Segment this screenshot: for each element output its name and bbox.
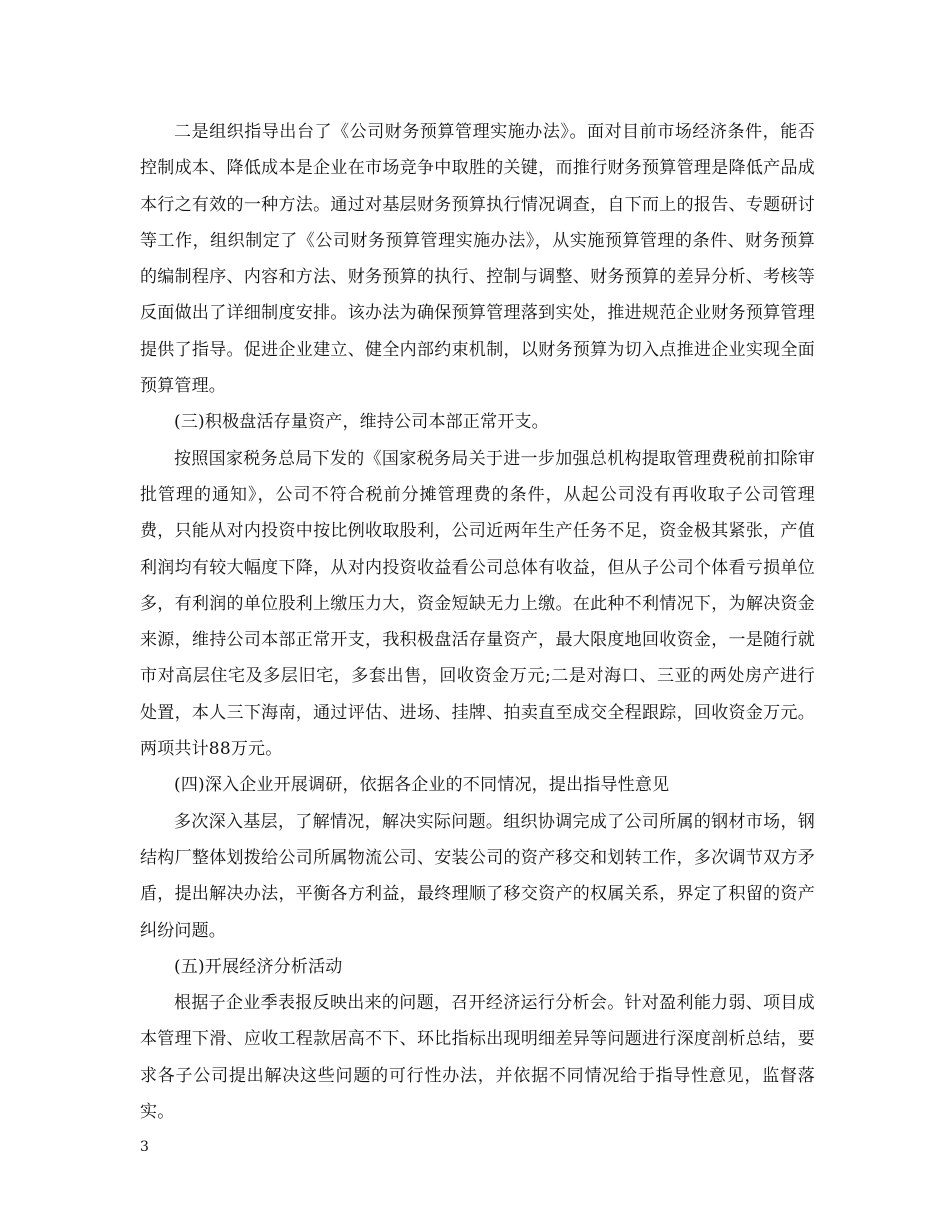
paragraph-asset-revitalization: 按照国家税务总局下发的《国家税务局关于进一步加强总机构提取管理费税前扣除审批管理的通知》，公司不符合税前分摊管理费的条件，从起公司没有再收取子公司管理费，只能从对内投资中按比例收取股利，公司近两年生产任务不足，资金极其紧张，产值利润均有较大幅度下降，从对内投资收益看公司总体有收益，但从子公司个体看亏损单位多，有利润的单位股利上缴压力大，资金短缺无力上缴。在此种不利情况下，为解决资金来源，维持公司本部正常开支，我积极盘活存量资产，最大限度地回收资金，一是随行就市对高层住宅及多层旧宅，多套出售，回收资金万元;二是对海口、三亚的两处房产进行处置，本人三下海南，通过评估、进场、挂牌、拍卖直至成交全程跟踪，回收资金万元。两项共计88万元。 xyxy=(140,448,815,760)
paragraph-budget-measures: 二是组织指导出台了《公司财务预算管理实施办法》。面对目前市场经济条件，能否控制成本、降低成本是企业在市场竞争中取胜的关键，而推行财务预算管理是降低产品成本行之有效的一种方法。通过对基层财务预算执行情况调查，自下而上的报告、专题研讨等工作，组织制定了《公司财务预算管理实施办法》，从实施预算管理的条件、财务预算的编制程序、内容和方法、财务预算的执行、控制与调整、财务预算的差异分析、考核等反面做出了详细制度安排。该办法为确保预算管理落到实处，推进规范企业财务预算管理提供了指导。促进企业建立、健全内部约束机制，以财务预算为切入点推进企业实现全面预算管理。 xyxy=(140,122,815,397)
document-body xyxy=(140,114,815,1130)
paragraph-economic-analysis: 根据子企业季表报反映出来的问题，召开经济运行分析会。针对盈利能力弱、项目成本管理下滑、应收工程款居高不下、环比指标出现明细差异等问题进行深度剖析总结，要求各子公司提出解决这些问题的可行性办法，并依据不同情况给于指导性意见，监督落实。 xyxy=(140,993,815,1123)
section-heading-5: (五)开展经济分析活动 xyxy=(174,956,343,977)
paragraph-field-research: 多次深入基层，了解情况，解决实际问题。组织协调完成了公司所属的钢材市场，钢结构厂整体划拨给公司所属物流公司、安装公司的资产移交和划转工作，多次调节双方矛盾，提出解决办法，平衡各方利益，最终理顺了移交资产的权属关系，界定了积留的资产纠纷问题。 xyxy=(140,811,815,941)
page-number: 3 xyxy=(140,1139,149,1155)
section-heading-4: (四)深入企业开展调研，依据各企业的不同情况，提出指导性意见 xyxy=(174,775,670,796)
section-heading-3: (三)积极盘活存量资产，维持公司本部正常开支。 xyxy=(174,412,549,433)
